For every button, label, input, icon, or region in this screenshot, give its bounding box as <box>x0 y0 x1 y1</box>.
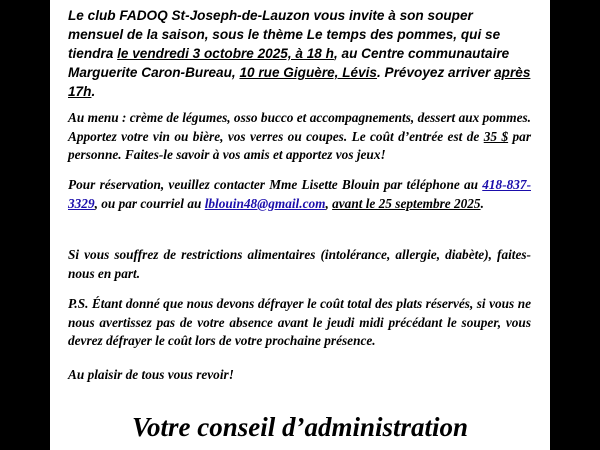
entry-price: 35 $ <box>483 128 509 144</box>
menu-text-2: par personne. Faites-le savoir à vos amis et apportez vos jeux! <box>68 128 531 163</box>
dietary-paragraph: Si vous souffrez de restrictions alimentaires (intolérance, allergie, diabète), faites-nous en part. <box>68 247 531 281</box>
arrival-time: après 17h <box>68 65 531 99</box>
intro-text-3: . Prévoyez arriver <box>376 65 495 80</box>
reservation-text-3: , <box>325 195 333 211</box>
intro-text-2: , au Centre communautaire Marguerite Caron-Bureau, <box>68 46 510 80</box>
intro-text-4: . <box>91 84 96 99</box>
email-link[interactable]: lblouin48@gmail.com <box>204 195 326 211</box>
intro-paragraph <box>68 6 531 101</box>
document-page <box>50 0 550 450</box>
phone-link[interactable]: 418-837-3329 <box>68 177 531 211</box>
reservation-text-2: , ou par courriel au <box>94 195 205 211</box>
ps-paragraph: P.S. Étant donné que nous devons défrayer le coût total des plats réservés, si vous ne nous avertissez pas de votre absence avant le jeudi midi précédant le souper, vous devrez défrayer le coût lors de votre prochaine présence. <box>68 296 531 349</box>
menu-text-1: Au menu : crème de légumes, osso bucco et accompagnements, dessert aux pommes. Apportez votre vin ou bière, vos verres ou coupes. Le coût d’entrée est de <box>68 110 531 144</box>
reservation-text-1: Pour réservation, veuillez contacter Mme Lisette Blouin par téléphone au <box>68 177 483 192</box>
menu-paragraph <box>68 109 531 165</box>
event-date: le vendredi 3 octobre 2025, à 18 h <box>117 46 334 61</box>
reservation-paragraph <box>68 176 531 213</box>
event-address: 10 rue Giguère, Lévis <box>239 65 377 80</box>
reservation-deadline: avant le 25 septembre 2025 <box>332 195 481 211</box>
reservation-text-4: . <box>480 195 484 211</box>
intro-text-1: Le club FADOQ St-Joseph-de-Lauzon vous invite à son souper mensuel de la saison, sous le thème Le temps des pommes, qui se tiendra <box>68 8 501 61</box>
signature: Votre conseil d’administration <box>131 412 469 442</box>
closing-line: Au plaisir de tous vous revoir! <box>68 367 234 382</box>
